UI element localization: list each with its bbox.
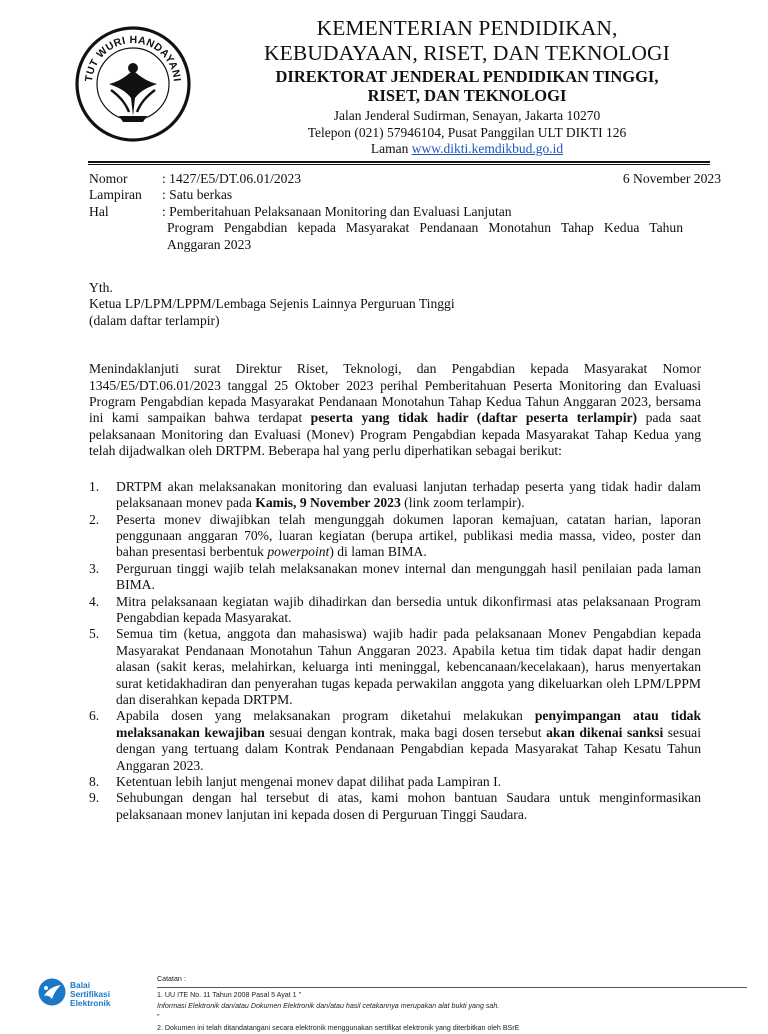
letterhead-contact: [200, 108, 734, 158]
text-run: (link zoom terlampir).: [400, 495, 525, 511]
bold-text-run: Kamis, 9 November 2023: [255, 495, 401, 511]
intro-paragraph: [89, 361, 701, 459]
directorate-name: [200, 67, 734, 105]
ministry-line-1: KEMENTERIAN PENDIDIKAN,: [316, 16, 618, 40]
point-text: [116, 626, 701, 708]
footer-divider: [157, 987, 747, 988]
italic-text-run: powerpoint: [267, 544, 330, 560]
point-number: 5.: [89, 626, 100, 642]
numbered-points-list: [89, 479, 701, 824]
bsre-logo-icon: [37, 977, 67, 1007]
text-run: ) di laman BIMA.: [329, 544, 427, 560]
text-run: Mitra pelaksanaan kegiatan wajib dihadirkan dan bersedia untuk dikonfirmasi atas pelaksanaan Program Pengabdian kepada Masyarakat.: [116, 593, 701, 625]
point-text: [116, 479, 701, 512]
note-1-quote: Informasi Elektronik dan/atau Dokumen Elektronik dan/atau hasil cetakannya merupakan alat bukti yang sah.: [157, 1002, 500, 1010]
text-run: Peserta monev diwajibkan telah mengunggah dokumen laporan kemajuan, catatan harian, laporan penggunaan anggaran 70%, luaran kegiatan (berupa artikel, publikasi media massa, video, poster dan bahan presentasi berbentuk: [116, 511, 701, 560]
text-run: pada saat pelaksanaan Monitoring dan Evaluasi (Monev) Program Pengabdian kepada Masyarakat Tahap Kedua yang telah dijadwalkan oleh DRTPM. Beberapa hal yang perlu diperhatikan sebagai berikut:: [89, 410, 701, 459]
bold-text-run: penyimpangan atau tidak melaksanakan kewajiban: [116, 708, 701, 740]
numbered-point: [89, 790, 701, 823]
bsre-line-3: Elektronik: [70, 998, 111, 1009]
point-text: [116, 708, 701, 774]
seal-motto: TUT WURI HANDAYANI: [82, 33, 183, 83]
numbered-point: [89, 774, 701, 790]
website-link[interactable]: www.dikti.kemdikbud.go.id: [411, 141, 564, 156]
tut-wuri-handayani-seal-icon: [73, 24, 193, 144]
note-1-prefix: 1. UU ITE No. 11 Tahun 2008 Pasal 5 Ayat 1 ": [157, 991, 302, 999]
bsre-wordmark: [70, 981, 111, 1009]
note-1-suffix: ": [157, 1013, 160, 1021]
numbered-point: [89, 561, 701, 594]
point-number: 1.: [89, 478, 100, 494]
catatan-label: Catatan :: [157, 975, 186, 983]
text-run: Semua tim (ketua, anggota dan mahasiswa) wajib hadir pada pelaksanaan Monev Pengabdian kepada Masyarakat Pendanaan Monotahun Tahun Anggaran 2023. Apabila ketua tim tidak dapat hadir dengan alasan (sakit keras, melahirkan, keluarga inti meninggal, kebencanaan/kecelakaan), harus menyertakan surat ketidakhadiran dan penyerahan tugas kepada perwakilan anggota yang dikeluarkan oleh LPM/LPPM dan diserahkan kepada DRTPM.: [116, 626, 701, 707]
ministry-name: [200, 16, 734, 66]
point-number: 3.: [89, 560, 100, 576]
directorate-line-2: RISET, DAN TEKNOLOGI: [367, 86, 567, 105]
point-number: 4.: [89, 593, 100, 609]
bsre-line-1: Balai: [70, 980, 91, 990]
letterhead-rule-thin: [88, 164, 710, 165]
letterhead-phone: Telepon (021) 57946104, Pusat Panggilan ULT DIKTI 126: [307, 124, 627, 140]
letter-date: 6 November 2023: [622, 171, 721, 186]
point-text: [116, 512, 701, 561]
hal-value-line-2: Program Pengabdian kepada Masyarakat Pendanaan Monotahun Tahap Kedua Tahun Anggaran 2023: [167, 220, 683, 252]
bold-text-run: akan dikenai sanksi: [546, 724, 664, 740]
point-text: [116, 594, 701, 627]
letterhead-website-line: [200, 141, 734, 158]
point-number: 6.: [89, 708, 100, 724]
letter-meta: [89, 171, 721, 253]
hal-value-line-1: : Pemberitahuan Pelaksanaan Monitoring dan Evaluasi Lanjutan: [162, 203, 512, 219]
meta-row-nomor: [89, 171, 701, 187]
recipient-line-1: Ketua LP/LPM/LPPM/Lembaga Sejenis Lainnya Perguruan Tinggi: [89, 296, 455, 312]
recipient-line-2: (dalam daftar terlampir): [89, 312, 220, 328]
text-run: Perguruan tinggi wajib telah melaksanakan monev internal dan mengunggah hasil penilaian pada laman BIMA.: [116, 560, 701, 593]
point-number: 9.: [89, 790, 100, 806]
text-run: DRTPM akan melaksanakan monitoring dan evaluasi lanjutan terhadap peserta yang tidak hadir dalam pelaksanaan monev pada: [116, 478, 701, 511]
text-run: sesuai dengan yang tertuang dalam Kontrak Pendanaan Pengabdian kepada Masyarakat Tahap Kesatu Tahun Anggaran 2023.: [116, 724, 701, 773]
numbered-point: [89, 512, 701, 561]
letterhead-address: Jalan Jenderal Sudirman, Senayan, Jakarta 10270: [333, 108, 601, 123]
ministry-line-2: KEBUDAYAAN, RISET, DAN TEKNOLOGI: [264, 41, 670, 65]
meta-row-hal: [89, 204, 701, 253]
hal-label: Hal: [89, 203, 109, 219]
intro-text: [89, 361, 701, 459]
directorate-line-1: DIREKTORAT JENDERAL PENDIDIKAN TINGGI,: [275, 67, 659, 86]
footer-note-2: 2. Dokumen ini telah ditandatangani secara elektronik menggunakan sertifikat elektronik yang diterbitkan oleh BSrE: [157, 1024, 520, 1032]
numbered-point: [89, 594, 701, 627]
text-run: sesuai dengan kontrak, maka bagi dosen tersebut: [264, 724, 547, 740]
nomor-value: : 1427/E5/DT.06.01/2023: [162, 171, 302, 186]
point-number: 8.: [89, 774, 100, 789]
text-run: Ketentuan lebih lanjut mengenai monev dapat dilihat pada Lampiran I.: [116, 774, 502, 789]
footer-note-1: [157, 990, 747, 1023]
text-run: Sehubungan dengan hal tersebut di atas, kami mohon bantuan Saudara untuk menginformasikan pelaksanaan monev lanjutan ini kepada dosen di Perguruan Tinggi Saudara.: [116, 790, 701, 822]
point-text: [116, 774, 701, 790]
point-text: [116, 790, 701, 823]
letterhead-rule-thick: [88, 161, 710, 163]
point-text: [116, 561, 701, 594]
numbered-point: [89, 479, 701, 512]
letter-body: [89, 171, 721, 823]
recipient-block: [89, 280, 701, 329]
website-prefix: Laman: [370, 141, 409, 156]
numbered-point: [89, 626, 701, 708]
nomor-label: Nomor: [89, 171, 128, 186]
numbered-point: [89, 708, 701, 774]
meta-row-lampiran: [89, 187, 701, 203]
lampiran-label: Lampiran: [89, 187, 142, 203]
salutation: Yth.: [89, 280, 113, 296]
point-number: 2.: [89, 511, 100, 527]
bsre-line-2: Sertifikasi: [70, 989, 111, 1000]
bold-text-run: peserta yang tidak hadir (daftar peserta terlampir): [310, 410, 638, 426]
text-run: Apabila dosen yang melaksanakan program diketahui melakukan: [116, 708, 535, 724]
hal-value: [162, 204, 683, 253]
footer-notes: [157, 974, 747, 1034]
lampiran-value: : Satu berkas: [162, 187, 233, 203]
text-run: Menindaklanjuti surat Direktur Riset, Teknologi, dan Pengabdian kepada Masyarakat Nomor 1345/E5/DT.06.01/2023 tanggal 25 Oktober 2023 perihal Pemberitahuan Peserta Monitoring dan Evaluasi Program Pengabdian kepada Masyarakat Pendanaan Monotahun Tahap Kedua Tahun Anggaran 2023, bersama ini kami sampaikan bahwa terdapat: [89, 361, 701, 426]
